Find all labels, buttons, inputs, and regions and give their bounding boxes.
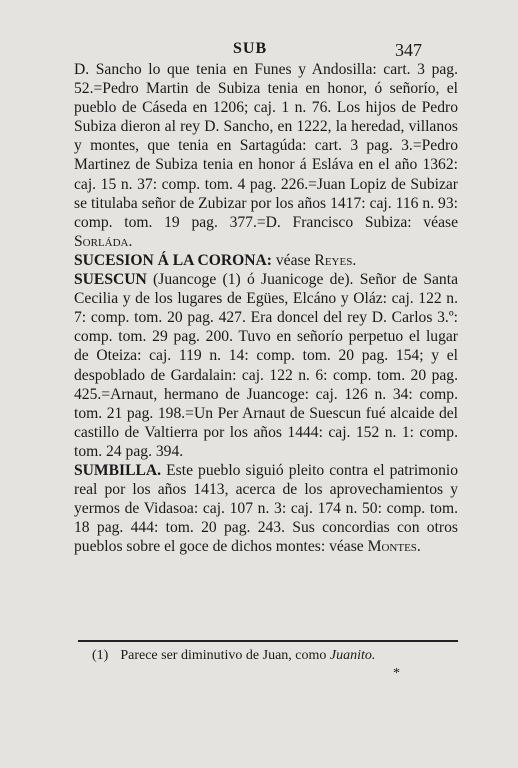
- entry-paragraph: [74, 251, 458, 270]
- entry-sucesion: [74, 251, 458, 270]
- entry-suescun: [74, 270, 458, 461]
- entry-paragraph: [74, 60, 458, 251]
- footnote-rule: [78, 640, 458, 642]
- entry-paragraph: [74, 270, 458, 461]
- entry-sumbilla: [74, 461, 458, 556]
- footnote-text: Parece ser diminutivo de Juan, como: [120, 648, 330, 663]
- headword: SUMBILLA.: [74, 461, 162, 479]
- footnote-ref: (1): [92, 648, 109, 663]
- footnote: [92, 648, 458, 664]
- running-head: SUB: [233, 40, 268, 57]
- cross-reference: Reyes.: [314, 251, 357, 269]
- entry-text: (Juancoge (1) ó Juanicoge de). Señor de Santa Cecilia y de los lugares de Egües, Elcáno y Oláz: caj. 122 n. 7: comp. tom. 20 pag. 427. Era doncel del rey D. Carlos 3.º: comp. tom. 29 pag. 200. Tuvo en señorío perpetuo el lugar de Oteiza: caj. 119 n. 14: comp. tom. 20 pag. 154; y el despoblado de Gardalain: caj. 122 n. 6: comp. tom. 20 pag. 425.=Arnaut, hermano de Juancoge: caj. 126 n. 34: comp. tom. 21 pag. 198.=Un Per Arnaut de Suescun fué alcaide del castillo de Valtierra por los años 1444: caj. 152 n. 1: comp. tom. 24 pag. 394.: [74, 271, 458, 460]
- cross-reference: Sorláda.: [74, 232, 133, 250]
- entry-subiza-continuation: [74, 60, 458, 251]
- signature-mark: *: [393, 666, 400, 681]
- page-header: [0, 40, 518, 62]
- cross-reference: Montes.: [367, 538, 421, 556]
- entry-paragraph: [74, 461, 458, 556]
- body-text: [74, 60, 458, 556]
- entry-text: Este pueblo siguió pleito contra el patrimonio real por los años 1413, acerca de los aprovechamientos y yermos de Vidasoa: caj. 107 n. 3: caj. 174 n. 50: comp. tom. 18 pag. 444: tom. 20 pag. 243. Sus concordias con otros pueblos sobre el goce de dichos montes: véase: [74, 461, 458, 556]
- headword: SUESCUN: [74, 271, 147, 289]
- headword: SUCESION Á LA CORONA:: [74, 251, 272, 269]
- entry-text: véase: [271, 251, 315, 269]
- footnote-example: Juanito.: [329, 648, 376, 663]
- entry-text: D. Sancho lo que tenia en Funes y Andosilla: cart. 3 pag. 52.=Pedro Martin de Subiza tenia en honor, ó señorío, el pueblo de Cáseda en 1206; caj. 1 n. 76. Los hijos de Pedro Subiza dieron al rey D. Sancho, en 1222, la heredad, villanos y montes, que tenia en Sartagúda: cart. 3 pag. 3.=Pedro Martinez de Subiza tenia en honor á Esláva en el año 1362: caj. 15 n. 37: comp. tom. 4 pag. 226.=Juan Lopiz de Subizar se titulaba señor de Zubizar por los años 1417: caj. 116 n. 93: comp. tom. 19 pag. 377.=D. Francisco Subiza: véase: [74, 61, 458, 231]
- page-number: 347: [395, 40, 422, 60]
